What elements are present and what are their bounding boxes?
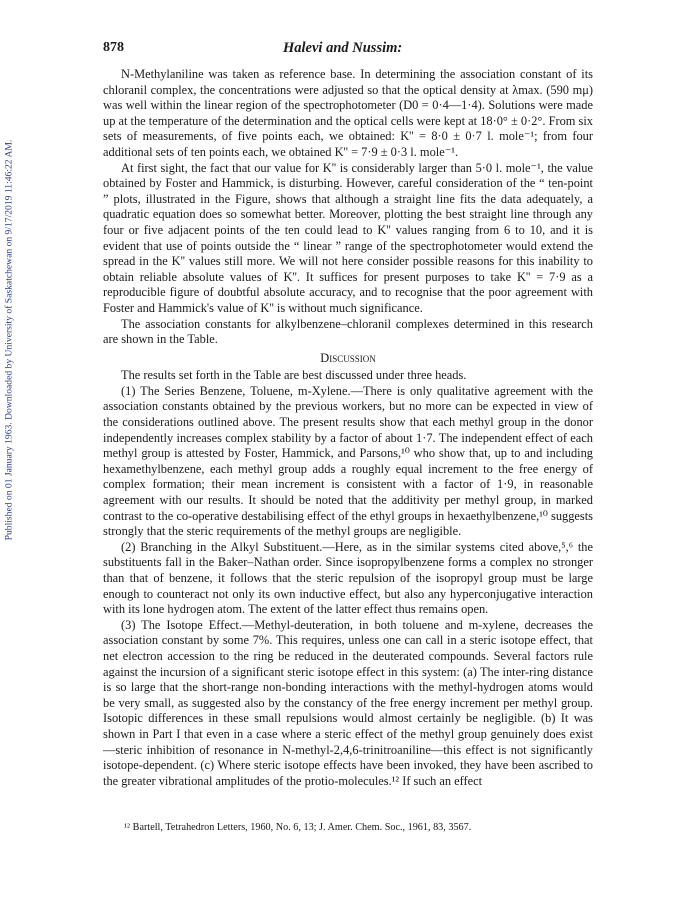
- paragraph-table-intro: The association constants for alkylbenzene–chloranil complexes determined in this research are shown in the Table.: [103, 316, 593, 347]
- paragraph-branching: (2) Branching in the Alkyl Substituent.—Here, as in the similar systems cited above,⁵,⁶ the substituents fall in the Baker–Nathan order. Since isopropylbenzene forms a complex no stronger than that of benzene, it follows that the steric repulsion of the isopropyl group must be large enough to counteract not only its own inductive effect, but also any hyperconjugative interaction with its lone hydrogen atom. The extent of the latter effect thus remains open.: [103, 539, 593, 617]
- download-notice: [2, 80, 16, 600]
- paragraph-methyl-series: (1) The Series Benzene, Toluene, m-Xylene.—There is only qualitative agreement with the association constants obtained by the previous workers, but no more can be expected in view of the considerations outlined above. The present results show that each methyl group in the donor independently increases complex stability by a factor of about 1·7. The independent effect of each methyl group is attested by Foster, Hammick, and Parsons,¹⁰ who show that, up to and including hexamethylbenzene, each methyl group adds a roughly equal increment to the free energy of complex formation; their mean increment is consistent with a factor of 1·9, in reasonable agreement with our results. It should be noted that the additivity per methyl group, in marked contrast to the co-operative destabilising effect of the ethyl groups in hexaethylbenzene,¹⁰ suggests strongly that the steric requirements of the methyl groups are negligible.: [103, 383, 593, 539]
- footnote: ¹² Bartell, Tetrahedron Letters, 1960, No. 6, 13; J. Amer. Chem. Soc., 1961, 83, 3567.: [124, 822, 472, 833]
- article-body: [103, 67, 593, 789]
- paragraph-discussion-intro: The results set forth in the Table are best discussed under three heads.: [121, 368, 467, 383]
- download-notice-text: Published on 01 January 1963. Downloaded by University of Saskatchewan on 9/17/2019 11:46:22 AM.: [3, 139, 15, 541]
- paragraph-reference-base: N-Methylaniline was taken as reference base. In determining the association constant of its chloranil complex, the concentrations were adjusted so that the optical density at λmax. (590 mμ) was well within the linear region of the spectrophotometer (D0 = 0·4—1·4). Solutions were made up at the temperature of the determination and the optical cells were kept at 18·0° ± 0·2°. From six sets of measurements, of five points each, we obtained: K'' = 8·0 ± 0·7 l. mole⁻¹; from four additional sets of ten points each, we obtained K'' = 7·9 ± 0·3 l. mole⁻¹.: [103, 67, 593, 159]
- page-header: [103, 40, 593, 60]
- running-title: Halevi and Nussim:: [283, 40, 403, 56]
- paragraph-foster-hammick: At first sight, the fact that our value for K'' is considerably larger than 5·0 l. mole⁻¹, the value obtained by Foster and Hammick, is disturbing. However, careful consideration of the “ ten-point ” plots, illustrated in the Figure, shows that although a straight line fits the data adequately, a quadratic equation does so somewhat better. Moreover, plotting the best straight line through any four or five adjacent points of the ten could lead to K'' values ranging from 6 to 10, and it is evident that use of points outside the “ linear ” range of the spectrophotometer would extend the spread in the K'' values still more. We will not here consider possible reasons for this inability to obtain reliable absolute values of K''. It suffices for present purposes to take K'' = 7·9 as a reproducible figure of doubtful absolute accuracy, and to recognise that the poor agreement with Foster and Hammick's value of K'' is without much significance.: [103, 160, 593, 315]
- page-number: 878: [103, 40, 124, 55]
- section-heading: Discussion: [320, 350, 376, 365]
- paragraph-isotope-effect: (3) The Isotope Effect.—Methyl-deuteration, in both toluene and m-xylene, decreases the association constant by some 7%. This requires, unless one can call in a steric isotope effect, that net electron accession to the ring be reduced in the deuterated compounds. Several factors rule against the incursion of a significant steric isotope effect in this system: (a) The inter-ring distance is so large that the short-range non-bonding interactions with the methyl-hydrogen atoms would be very small, as suggested also by the constancy of the free energy increment per methyl group. Isotopic differences in these small repulsions would almost certainly be negligible. (b) It was shown in Part I that even in a case where a steric effect of the methyl group genuinely does exist—steric inhibition of resonance in N-methyl-2,4,6-trinitroaniline—this effect is not significantly isotope-dependent. (c) Where steric isotope effects have been invoked, they have been ascribed to the greater vibrational amplitudes of the protio-molecules.¹² If such an effect: [103, 617, 593, 788]
